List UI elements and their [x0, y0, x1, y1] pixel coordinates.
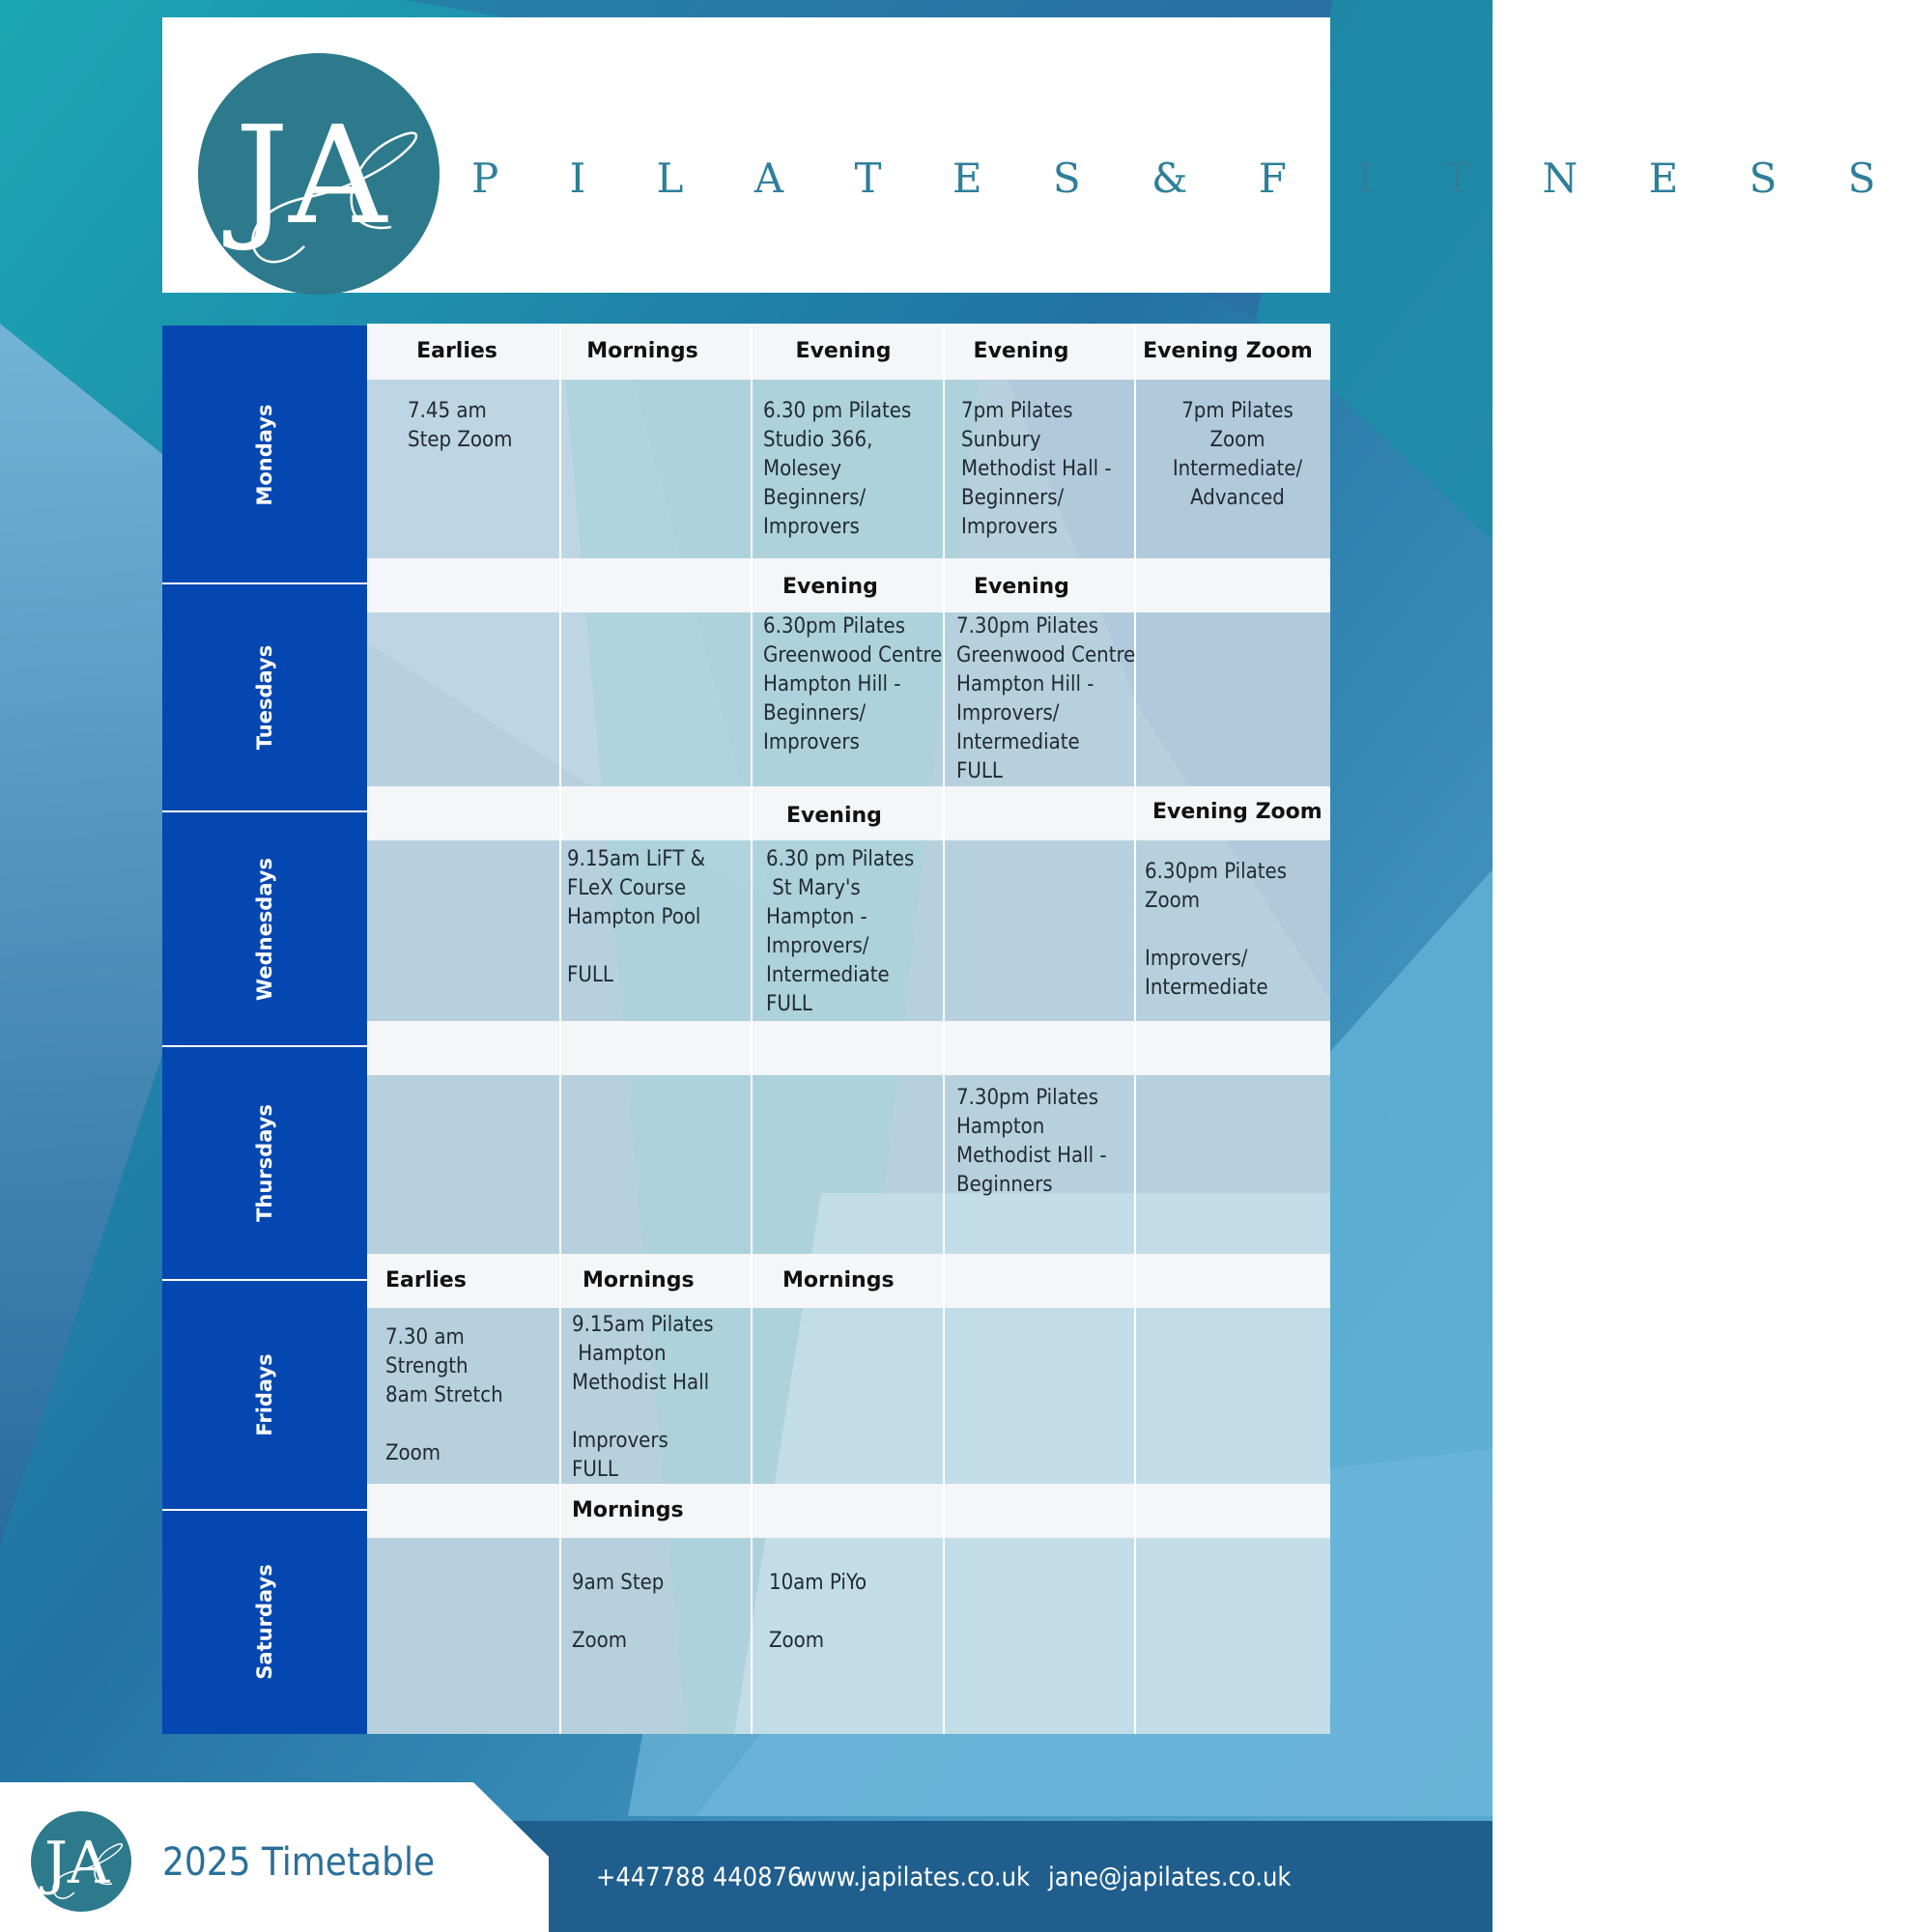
- column-header: Evening Zoom: [1152, 800, 1322, 824]
- contact-phone[interactable]: +447788 440876: [596, 1862, 803, 1892]
- day-label: Wednesdays: [253, 857, 276, 1001]
- class-slot: 10am PiYo Zoom: [769, 1571, 867, 1653]
- day-fridays: [162, 1280, 367, 1510]
- day-thursdays: [162, 1046, 367, 1280]
- day-saturdays: [162, 1510, 367, 1734]
- column-divider: [943, 324, 945, 1734]
- column-header: Evening Zoom: [1143, 339, 1313, 363]
- day-label: Tuesdays: [253, 644, 276, 751]
- class-slot: 6.30pm Pilates Zoom Improvers/ Intermediate: [1145, 860, 1288, 1000]
- day-label: Mondays: [253, 403, 276, 506]
- logo-icon: [198, 53, 440, 295]
- column-header: Earlies: [416, 339, 498, 363]
- timetable-title: 2025 Timetable: [162, 1840, 436, 1885]
- day-divider: [162, 1045, 367, 1047]
- class-slot: 7.30 am Strength 8am Stretch Zoom: [385, 1325, 503, 1465]
- class-slot: 6.30 pm Pilates St Mary's Hampton - Improvers/ Intermediate FULL: [766, 847, 915, 1016]
- class-slot: 9am Step Zoom: [572, 1571, 665, 1653]
- column-header: Evening: [973, 339, 1069, 363]
- class-slot: 7pm Pilates Sunbury Methodist Hall - Beginners/ Improvers: [961, 399, 1112, 539]
- footer-logo-letters: JA: [44, 1830, 110, 1897]
- column-header: Mornings: [572, 1498, 684, 1522]
- header-row: [367, 1021, 1330, 1075]
- column-header: Mornings: [583, 1268, 695, 1293]
- class-slot: 7.45 am Step Zoom: [408, 399, 513, 452]
- day-label: Fridays: [253, 1353, 276, 1436]
- class-slot: 6.30pm Pilates Greenwood Centre Hampton Hill - Beginners/ Improvers: [763, 614, 943, 754]
- header-row: [367, 1484, 1330, 1538]
- day-divider: [162, 810, 367, 812]
- column-header: Earlies: [385, 1268, 467, 1293]
- column-header: Mornings: [586, 339, 698, 363]
- class-slot: 7.30pm Pilates Hampton Methodist Hall - Beginners: [956, 1086, 1107, 1197]
- day-label: Thursdays: [253, 1104, 276, 1222]
- day-divider: [162, 1509, 367, 1511]
- day-divider: [162, 1279, 367, 1281]
- day-tuesdays: [162, 583, 367, 811]
- class-slot: 6.30 pm Pilates Studio 366, Molesey Beginners/ Improvers: [763, 399, 912, 539]
- contact-website-link[interactable]: www.japilates.co.uk: [798, 1862, 1031, 1892]
- day-divider: [162, 582, 367, 584]
- logo-letters: JA: [235, 98, 387, 255]
- class-slot: 7pm Pilates Zoom Intermediate/ Advanced: [1172, 399, 1303, 510]
- column-header: Evening: [974, 575, 1069, 599]
- column-divider: [559, 324, 561, 1734]
- column-header: Mornings: [782, 1268, 895, 1293]
- column-divider: [1134, 324, 1136, 1734]
- column-header: Evening: [795, 339, 892, 363]
- column-header: Evening: [782, 575, 878, 599]
- contact-email-link[interactable]: jane@japilates.co.uk: [1048, 1862, 1292, 1892]
- day-mondays: [162, 326, 367, 583]
- day-wednesdays: [162, 811, 367, 1046]
- class-slot: 9.15am Pilates Hampton Methodist Hall Improvers FULL: [572, 1313, 714, 1482]
- brand-name: P I L A T E S & F I T N E S S: [471, 155, 1905, 202]
- class-slot: 7.30pm Pilates Greenwood Centre Hampton Hill - Improvers/ Intermediate FULL: [956, 614, 1136, 783]
- day-label: Saturdays: [253, 1564, 276, 1680]
- column-header: Evening: [786, 804, 882, 828]
- footer-logo-icon: [31, 1811, 131, 1912]
- column-divider: [751, 324, 753, 1734]
- class-slot: 9.15am LiFT & FLeX Course Hampton Pool FULL: [567, 847, 706, 987]
